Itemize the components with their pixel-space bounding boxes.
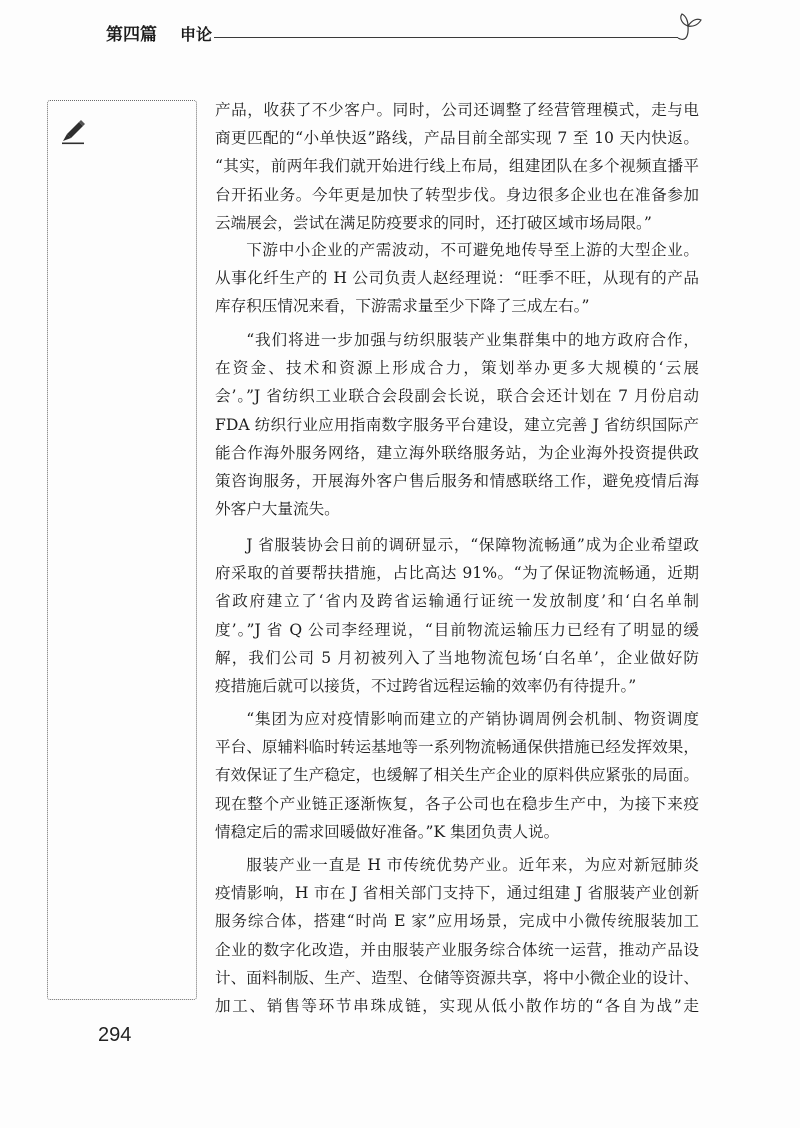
header-part-label: 第四篇 bbox=[106, 25, 157, 45]
text-line: J 省服装协会日前的调研显示，“保障物流畅通”成为企业希望政 bbox=[246, 536, 699, 554]
text-line: 平台、原辅料临时转运基地等一系列物流畅通保供措施已经发挥效果， bbox=[215, 738, 699, 757]
text-line: 度’。”J 省 Q 公司李经理说，“目前物流运输压力已经有了明显的缓 bbox=[215, 620, 699, 639]
pencil-icon bbox=[59, 114, 89, 146]
paragraph bbox=[215, 326, 699, 523]
text-line: 在资金、技术和资源上形成合力，策划举办更多大规模的‘云展 bbox=[215, 359, 699, 378]
text-line: 情稳定后的需求回暖做好准备。”K 集团负责人说。 bbox=[215, 822, 560, 841]
text-line: 现在整个产业链正逐渐恢复，各子公司也在稳步生产中，为接下来疫 bbox=[215, 794, 699, 813]
header-rule bbox=[214, 37, 678, 38]
text-line: 计、面料制版、生产、造型、仓储等资源共享，将中小微企业的设计、 bbox=[215, 968, 699, 987]
text-line: 解，我们公司 5 月初被列入了当地物流包场‘白名单’，企业做好防 bbox=[215, 648, 699, 667]
text-line: 疫措施后就可以接货，不过跨省远程运输的效率仍有待提升。” bbox=[215, 676, 637, 695]
page-number: 294 bbox=[98, 1024, 132, 1046]
text-line: 服装产业一直是 H 市传统优势产业。近年来，为应对新冠肺炎 bbox=[246, 856, 699, 874]
text-line: 商更匹配的“小单快返”路线，产品目前全部实现 7 至 10 天内快返。 bbox=[215, 129, 699, 148]
text-line: 疫情影响，H 市在 J 省相关部门支持下，通过组建 J 省服装产业创新 bbox=[215, 884, 699, 903]
text-line: 会’。”J 省纺织工业联合会段副会长说，联合会还计划在 7 月份启动 bbox=[215, 387, 699, 406]
text-line: 台开拓业务。今年更是加快了转型步伐。身边很多企业也在准备参加 bbox=[215, 185, 699, 204]
paragraph bbox=[215, 851, 699, 1020]
text-line: 外客户大量流失。 bbox=[215, 500, 340, 519]
paragraph bbox=[215, 531, 699, 700]
text-line: 下游中小企业的产需波动，不可避免地传导至上游的大型企业。 bbox=[246, 241, 699, 259]
text-line: 能合作海外服务网络，建立海外联络服务站，为企业海外投资提供政 bbox=[215, 443, 699, 462]
text-line: 有效保证了生产稳定，也缓解了相关生产企业的原料供应紧张的局面。 bbox=[215, 766, 699, 785]
text-line: “其实，前两年我们就开始进行线上布局，组建团队在多个视频直播平 bbox=[215, 157, 699, 176]
paragraph bbox=[215, 96, 699, 237]
text-line: 府采取的首要帮扶措施，占比高达 91%。“为了保证物流畅通，近期 bbox=[215, 564, 699, 583]
note-box bbox=[47, 100, 197, 1000]
text-line: 加工、销售等环节串珠成链，实现从低小散作坊的“各自为战”走 bbox=[215, 996, 699, 1015]
header-title: 申论 bbox=[180, 25, 213, 44]
text-line: 企业的数字化改造，并由服装产业服务综合体统一运营，推动产品设 bbox=[215, 940, 699, 959]
text-line: “我们将进一步加强与纺织服装产业集群集中的地方政府合作， bbox=[246, 331, 699, 349]
sprout-icon bbox=[670, 12, 704, 46]
text-line: 省政府建立了‘省内及跨省运输通行证统一发放制度’和‘白名单制 bbox=[215, 592, 699, 611]
text-line: “集团为应对疫情影响而建立的产销协调周例会机制、物资调度 bbox=[246, 710, 699, 728]
text-line: 库存积压情况来看，下游需求量至少下降了三成左右。” bbox=[215, 297, 590, 316]
text-line: 产品，收获了不少客户。同时，公司还调整了经营管理模式，走与电 bbox=[215, 101, 699, 119]
text-line: 云端展会，尝试在满足防疫要求的同时，还打破区域市场局限。” bbox=[215, 213, 652, 232]
paragraph bbox=[215, 705, 699, 846]
text-line: 从事化纤生产的 H 公司负责人赵经理说：“旺季不旺，从现有的产品 bbox=[215, 269, 699, 288]
text-line: FDA 纺织行业应用指南数字服务平台建设，建立完善 J 省纺织国际产 bbox=[215, 415, 699, 434]
text-line: 策咨询服务，开展海外客户售后服务和情感联络工作，避免疫情后海 bbox=[215, 471, 699, 490]
paragraph bbox=[215, 236, 699, 321]
text-line: 服务综合体，搭建“时尚 E 家”应用场景，完成中小微传统服装加工 bbox=[215, 912, 699, 931]
